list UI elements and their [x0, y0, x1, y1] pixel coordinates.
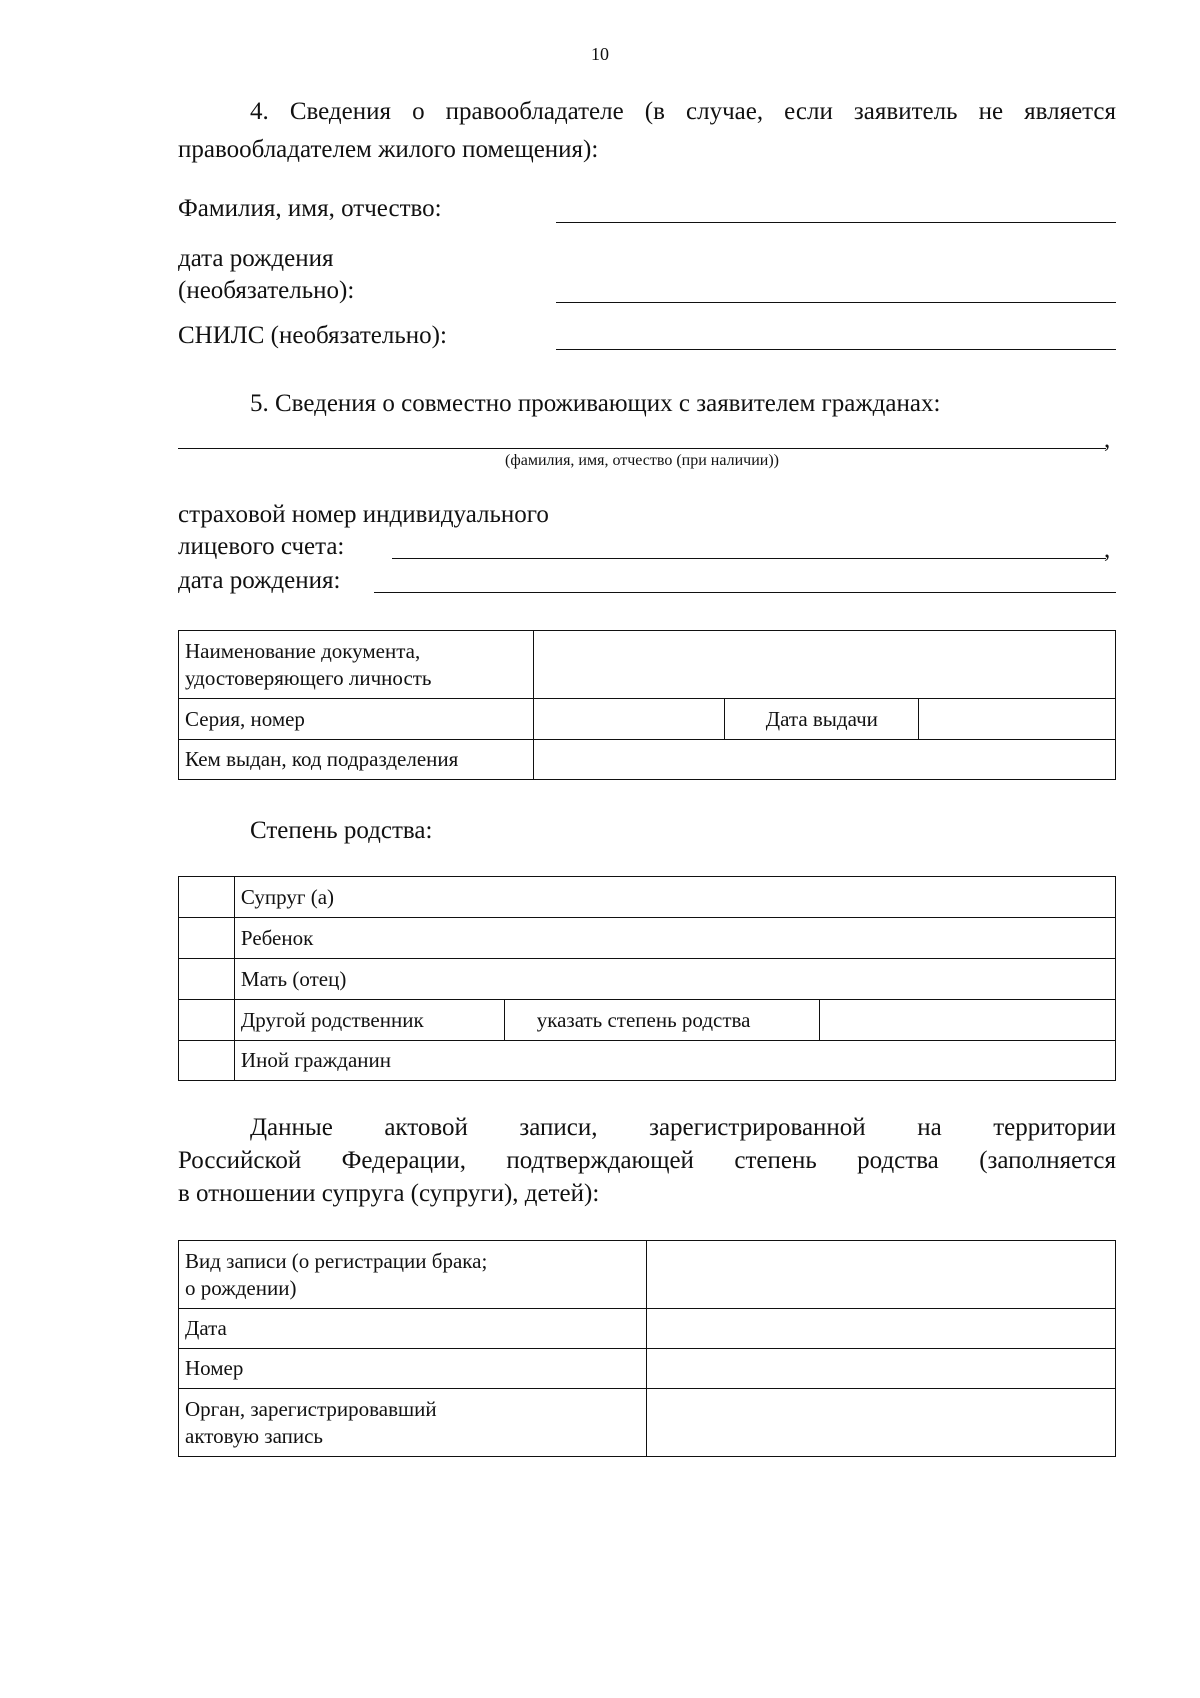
series-number-label: Серия, номер	[179, 699, 534, 740]
snils-label: СНИЛС (необязательно):	[178, 322, 447, 349]
record-date-label: Дата	[179, 1309, 647, 1349]
act-record-para-line1: Данные актовой записи, зарегистрированной на территории	[250, 1114, 1116, 1141]
record-organ-line2: актовую запись	[185, 1423, 323, 1448]
kinship-table	[178, 876, 1116, 1081]
act-record-para-line3: в отношении супруга (супруги), детей):	[178, 1180, 600, 1207]
table-row	[179, 1309, 1116, 1349]
kinship-option-label: Мать (отец)	[234, 959, 1115, 1000]
record-type-line2: о рождении)	[185, 1275, 297, 1300]
snils-field[interactable]	[556, 349, 1116, 350]
doc-name-line2: удостоверяющего личность	[185, 665, 432, 690]
table-row	[179, 1241, 1116, 1309]
id-document-table	[178, 630, 1116, 780]
specify-kinship-input[interactable]	[820, 1000, 1116, 1041]
record-date-input[interactable]	[646, 1309, 1115, 1349]
record-organ-line1: Орган, зарегистрировавший	[185, 1396, 437, 1421]
doc-name-label	[179, 631, 534, 699]
kinship-checkbox[interactable]	[179, 1041, 235, 1081]
birth-label-line2: (необязательно):	[178, 277, 355, 304]
kinship-checkbox[interactable]	[179, 959, 235, 1000]
cohabitant-fio-field[interactable]	[178, 448, 1106, 449]
table-row	[179, 959, 1116, 1000]
page-number: 10	[591, 44, 609, 64]
issue-date-input[interactable]	[919, 699, 1116, 740]
comma: ,	[1104, 426, 1111, 453]
issued-by-input[interactable]	[533, 740, 1115, 780]
record-organ-label	[179, 1389, 647, 1457]
section4-heading-line1: 4. Сведения о правообладателе (в случае, если заявитель не является	[250, 98, 1116, 125]
issued-by-label: Кем выдан, код подразделения	[179, 740, 534, 780]
kinship-option-label: Другой родственник	[234, 1000, 504, 1041]
kinship-heading: Степень родства:	[250, 817, 433, 844]
table-row	[179, 1000, 1116, 1041]
table-row	[179, 699, 1116, 740]
series-number-input[interactable]	[533, 699, 725, 740]
section4-heading-line2: правообладателем жилого помещения):	[178, 136, 599, 163]
kinship-option-label: Иной гражданин	[234, 1041, 1115, 1081]
table-row	[179, 740, 1116, 780]
kinship-checkbox[interactable]	[179, 877, 235, 918]
table-row	[179, 1389, 1116, 1457]
record-number-input[interactable]	[646, 1349, 1115, 1389]
doc-name-line1: Наименование документа,	[185, 638, 421, 663]
table-row	[179, 877, 1116, 918]
birth-label-line1: дата рождения	[178, 245, 334, 272]
record-number-label: Номер	[179, 1349, 647, 1389]
insurance-label-line1: страховой номер индивидуального	[178, 501, 549, 528]
cohabitant-birth-field[interactable]	[374, 592, 1116, 593]
specify-kinship-label: указать степень родства	[504, 1000, 820, 1041]
fio-field[interactable]	[556, 222, 1116, 223]
fio-label: Фамилия, имя, отчество:	[178, 195, 442, 222]
kinship-option-label: Супруг (а)	[234, 877, 1115, 918]
act-record-para-line2: Российской Федерации, подтверждающей степень родства (заполняется	[178, 1147, 1116, 1174]
record-type-label	[179, 1241, 647, 1309]
cohabitant-birth-label: дата рождения:	[178, 567, 341, 594]
kinship-checkbox[interactable]	[179, 1000, 235, 1041]
kinship-checkbox[interactable]	[179, 918, 235, 959]
comma: ,	[1104, 536, 1111, 563]
record-type-line1: Вид записи (о регистрации брака;	[185, 1248, 488, 1273]
kinship-option-label: Ребенок	[234, 918, 1115, 959]
doc-name-input[interactable]	[533, 631, 1115, 699]
table-row	[179, 1041, 1116, 1081]
act-record-table	[178, 1240, 1116, 1457]
fio-caption: (фамилия, имя, отчество (при наличии))	[505, 452, 779, 469]
record-type-input[interactable]	[646, 1241, 1115, 1309]
insurance-label-line2: лицевого счета:	[178, 533, 345, 560]
table-row	[179, 918, 1116, 959]
section5-heading: 5. Сведения о совместно проживающих с заявителем гражданах:	[250, 390, 941, 417]
table-row	[179, 1349, 1116, 1389]
insurance-number-field[interactable]	[392, 558, 1106, 559]
issue-date-label: Дата выдачи	[725, 699, 919, 740]
record-organ-input[interactable]	[646, 1389, 1115, 1457]
birth-date-field[interactable]	[556, 302, 1116, 303]
table-row	[179, 631, 1116, 699]
